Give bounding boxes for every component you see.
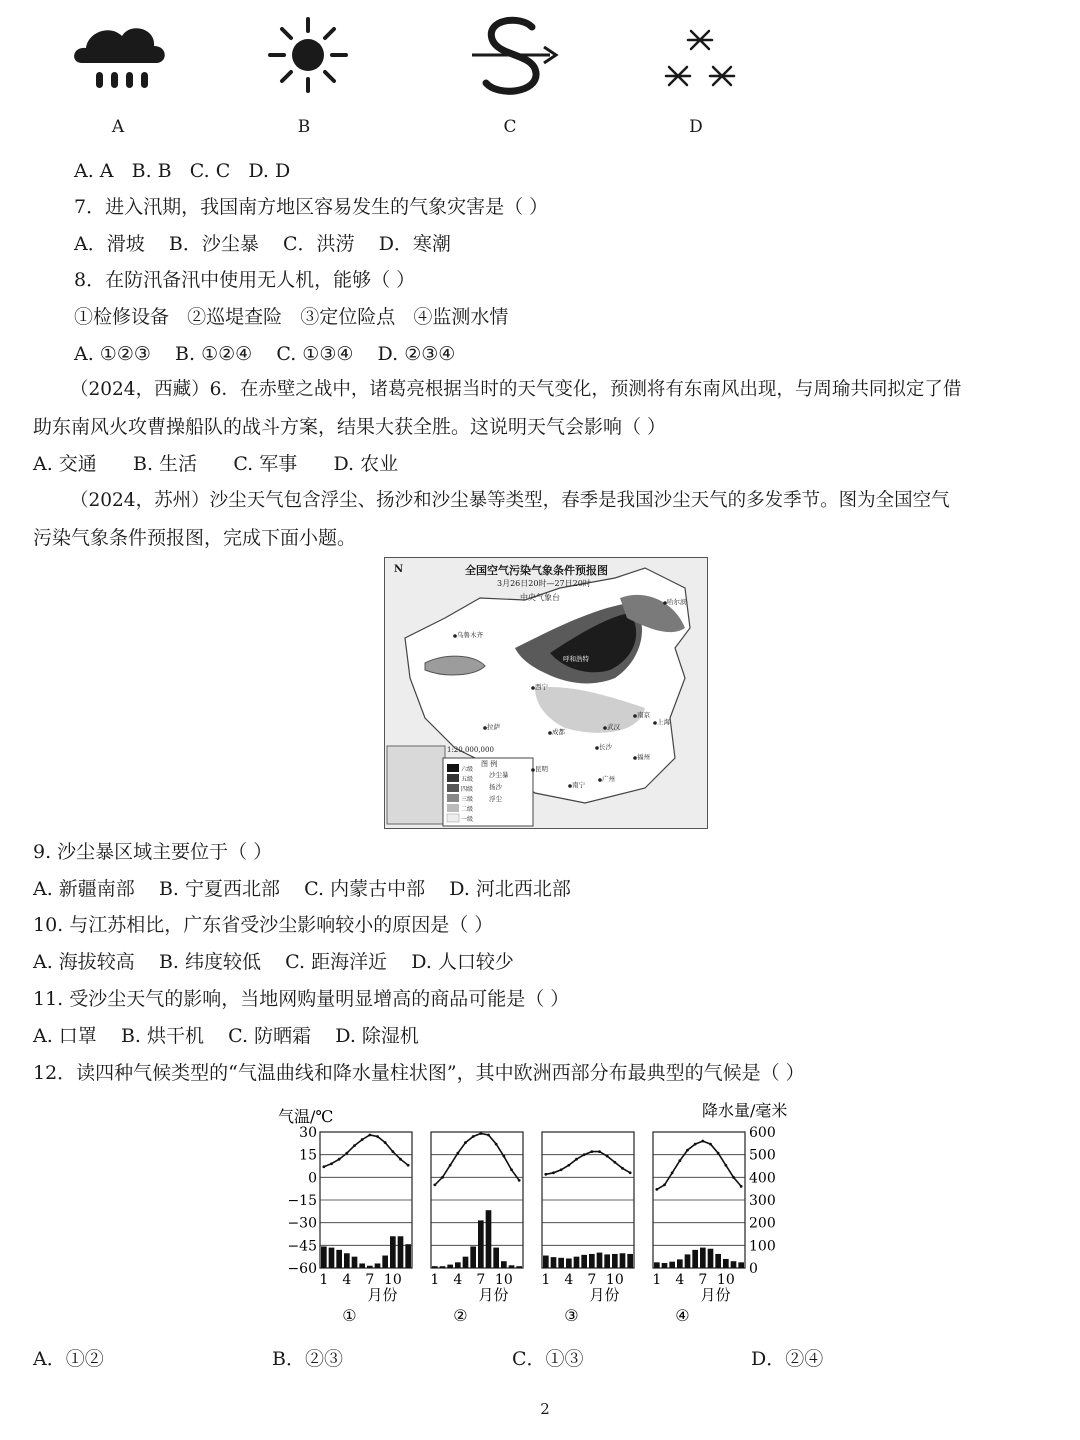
right-tick-label: 300 [749, 1193, 776, 1209]
map-place-3: 西宁 [535, 683, 548, 691]
temperature-point [655, 1188, 658, 1191]
temperature-point [487, 1134, 490, 1137]
temperature-point [399, 1158, 402, 1161]
temperature-point [441, 1176, 444, 1179]
temperature-point [472, 1135, 475, 1138]
temperature-point [464, 1141, 467, 1144]
map-place-14: 哈尔滨 [667, 598, 687, 606]
map-legend-level-3: 四级 [461, 786, 474, 793]
temperature-point [361, 1138, 364, 1141]
x-tick-label: 7 [476, 1272, 486, 1288]
q9-options: A. 新疆南部 B. 宁夏西北部 C. 内蒙古中部 D. 河北西北部 [33, 878, 571, 900]
temperature-point [384, 1141, 387, 1144]
x-axis-title: 月份 [589, 1286, 620, 1304]
temperature-point [629, 1171, 632, 1174]
temperature-point [407, 1164, 410, 1167]
map-scale: 1:20,000,000 [447, 746, 494, 754]
map-legend-sym-2: 扬沙 [489, 783, 502, 791]
temperature-point [575, 1158, 578, 1161]
temperature-point [701, 1140, 704, 1143]
x-tick-label: 4 [342, 1272, 352, 1288]
temperature-point [368, 1134, 371, 1137]
panel-label: ① [342, 1306, 357, 1325]
q8-stem: 8．在防汛备汛中使用无人机，能够（ ） [74, 269, 416, 291]
temperature-point [456, 1152, 459, 1155]
temperature-point [678, 1159, 681, 1162]
map-place-11: 南宁 [572, 781, 585, 789]
precip-bar [447, 1265, 453, 1268]
precip-bar [463, 1257, 469, 1268]
q11-options: A. 口罩 B. 烘干机 C. 防晒霜 D. 除湿机 [33, 1025, 419, 1047]
precip-bar [516, 1266, 522, 1268]
sun-icon [270, 19, 346, 91]
temperature-point [686, 1149, 689, 1152]
precip-bar [493, 1248, 499, 1268]
temperature-point [479, 1132, 482, 1135]
left-tick-label: 30 [299, 1125, 317, 1141]
x-axis-title: 月份 [478, 1286, 509, 1304]
sandstorm-icon [472, 20, 556, 91]
map-legend-sym-1: 沙尘暴 [489, 771, 509, 779]
map-place-10: 昆明 [535, 765, 548, 773]
temperature-point [345, 1152, 348, 1155]
right-tick-label: 100 [749, 1238, 776, 1255]
temperature-point [590, 1150, 593, 1153]
precip-bar [604, 1254, 610, 1268]
right-axis-title: 降水量/毫米 [702, 1101, 788, 1120]
precip-bar [509, 1265, 515, 1268]
q6a-options: A. A B. B C. C D. D [74, 160, 291, 182]
temperature-point [338, 1158, 341, 1161]
q12-option-b: B．②③ [272, 1348, 343, 1370]
q11-stem: 11. 受沙尘天气的影响，当地网购量明显增高的商品可能是（ ） [33, 988, 570, 1010]
precip-bar [692, 1250, 698, 1268]
map-legend-level-4: 三级 [461, 796, 474, 803]
page-number: 2 [540, 1400, 550, 1418]
weather-symbols [60, 10, 780, 140]
snow-icon [666, 31, 734, 85]
precip-bar [627, 1254, 633, 1268]
temperature-point [694, 1143, 697, 1146]
precip-bar [432, 1266, 438, 1268]
x-tick-label: 10 [494, 1272, 513, 1288]
precip-bar [620, 1253, 626, 1268]
temperature-point [671, 1171, 674, 1174]
map-place-7: 南京 [637, 711, 650, 719]
temperature-point [502, 1155, 505, 1158]
precip-bar [398, 1236, 404, 1268]
right-tick-label: 0 [749, 1261, 758, 1277]
precip-bar [708, 1249, 714, 1268]
x-axis-title: 月份 [367, 1286, 398, 1304]
air-pollution-map [384, 557, 708, 829]
left-tick-label: 0 [308, 1170, 317, 1187]
q12-option-c: C．①③ [512, 1348, 584, 1370]
precip-bar [455, 1262, 461, 1268]
temperature-point [510, 1168, 513, 1171]
temperature-point [717, 1152, 720, 1155]
q12-option-d: D．②④ [751, 1348, 824, 1370]
temperature-point [330, 1162, 333, 1165]
precip-bar [715, 1254, 721, 1268]
precip-bar [405, 1244, 411, 1268]
temperature-point [606, 1155, 609, 1158]
symbol-label-d: D [689, 117, 703, 137]
precip-bar [597, 1253, 603, 1268]
precip-bar [336, 1250, 342, 1268]
precip-bar [700, 1248, 706, 1268]
climate-charts [270, 1098, 820, 1330]
map-place-9: 长沙 [599, 743, 612, 751]
q6b-stem-line1: （2024，西藏）6．在赤壁之战中，诸葛亮根据当时的天气变化，预测将有东南风出现，与周瑜共同拟定了借 [70, 379, 962, 400]
q10-stem: 10. 与江苏相比，广东省受沙尘影响较小的原因是（ ） [33, 914, 494, 936]
q10-options: A. 海拔较高 B. 纬度较低 C. 距海洋近 D. 人口较少 [33, 951, 514, 973]
q6b-options: A. 交通 B. 生活 C. 军事 D. 农业 [33, 453, 399, 475]
precip-bar [501, 1261, 507, 1268]
q8-items: ①检修设备 ②巡堤查险 ③定位险点 ④监测水情 [74, 306, 509, 328]
temperature-point [391, 1150, 394, 1153]
left-tick-label: 15 [299, 1147, 317, 1164]
x-tick-label: 7 [587, 1272, 597, 1288]
map-place-2: 呼和浩特 [563, 655, 589, 663]
left-tick-label: −15 [287, 1193, 317, 1209]
q7-stem: 7．进入汛期，我国南方地区容易发生的气象灾害是（ ） [74, 196, 549, 218]
temperature-point [544, 1173, 547, 1176]
map-legend-level-1: 六级 [461, 766, 474, 773]
x-tick-label: 7 [365, 1272, 375, 1288]
x-tick-label: 10 [716, 1272, 735, 1288]
right-tick-label: 600 [749, 1125, 776, 1141]
precip-bar [390, 1236, 396, 1268]
temperature-point [353, 1144, 356, 1147]
map-legend-title: 图 例 [481, 760, 498, 768]
temperature-point [732, 1176, 735, 1179]
panel-label: ② [453, 1306, 468, 1325]
precip-bar [612, 1254, 618, 1268]
precip-bar [677, 1259, 683, 1268]
temperature-point [621, 1167, 624, 1170]
symbol-label-b: B [297, 117, 311, 137]
temperature-point [583, 1153, 586, 1156]
temperature-point [322, 1165, 325, 1168]
q6b-stem-line2: 助东南风火攻曹操船队的战斗方案，结果大获全胜。这说明天气会影响（ ） [33, 416, 667, 438]
map-title: 全国空气污染气象条件预报图 [465, 564, 608, 577]
precip-bar [344, 1253, 350, 1268]
map-place-1: 乌鲁木齐 [457, 631, 483, 639]
intro-line2: 污染气象条件预报图，完成下面小题。 [33, 527, 357, 549]
temperature-point [567, 1164, 570, 1167]
q12-stem: 12．读四种气候类型的“气温曲线和降水量柱状图”，其中欧洲西部分布最典型的气候是（ ） [33, 1062, 805, 1084]
x-tick-label: 1 [541, 1272, 551, 1288]
left-tick-label: −30 [287, 1215, 317, 1232]
precip-bar [321, 1246, 327, 1268]
panel-label: ④ [675, 1306, 690, 1325]
symbol-label-a: A [111, 117, 125, 137]
temperature-point [740, 1185, 743, 1188]
intro-line1: （2024，苏州）沙尘天气包含浮尘、扬沙和沙尘暴等类型，春季是我国沙尘天气的多发季节。图为全国空气 [70, 490, 950, 511]
temperature-point [560, 1168, 563, 1171]
precip-bar [470, 1246, 476, 1268]
precip-bar [486, 1210, 492, 1268]
x-axis-title: 月份 [700, 1286, 731, 1304]
precip-bar [478, 1220, 484, 1268]
rain-icon [74, 28, 165, 88]
map-legend-level-2: 五级 [461, 776, 474, 783]
x-tick-label: 7 [698, 1272, 708, 1288]
x-tick-label: 4 [453, 1272, 463, 1288]
precip-bar [589, 1254, 595, 1268]
right-tick-label: 200 [749, 1215, 776, 1232]
left-tick-label: −45 [287, 1238, 317, 1255]
map-legend-level-6: 一级 [461, 816, 474, 823]
precip-bar [558, 1258, 564, 1268]
left-axis-title: 气温/℃ [278, 1107, 334, 1126]
temperature-point [663, 1183, 666, 1186]
precip-bar [581, 1255, 587, 1268]
precip-bar [543, 1256, 549, 1268]
temperature-point [495, 1143, 498, 1146]
map-place-13: 福州 [637, 753, 650, 761]
precip-bar [574, 1257, 580, 1268]
map-north: N [394, 564, 404, 575]
precip-bar [375, 1263, 381, 1268]
precip-bar [731, 1261, 737, 1268]
precip-bar [662, 1263, 668, 1268]
x-tick-label: 1 [652, 1272, 662, 1288]
q9-stem: 9. 沙尘暴区域主要位于（ ） [33, 841, 273, 863]
q7-options: A．滑坡 B．沙尘暴 C．洪涝 D．寒潮 [74, 233, 451, 255]
precip-bar [440, 1266, 446, 1268]
precip-bar [382, 1256, 388, 1268]
precip-bar [329, 1248, 335, 1268]
x-tick-label: 10 [383, 1272, 402, 1288]
precip-bar [654, 1262, 660, 1268]
precip-bar [551, 1257, 557, 1268]
q8-options: A. ①②③ B. ①②④ C. ①③④ D. ②③④ [74, 343, 456, 365]
precip-bar [685, 1254, 691, 1268]
right-tick-label: 400 [749, 1170, 776, 1187]
precip-bar [359, 1263, 365, 1268]
map-source: 中央气象台 [520, 593, 560, 602]
precip-bar [367, 1266, 373, 1268]
map-place-6: 武汉 [607, 723, 620, 731]
left-tick-label: −60 [287, 1261, 317, 1277]
map-place-5: 成都 [552, 728, 565, 736]
precip-bar [738, 1262, 744, 1268]
x-tick-label: 4 [564, 1272, 574, 1288]
temperature-point [376, 1135, 379, 1138]
temperature-point [518, 1179, 521, 1182]
precip-bar [723, 1259, 729, 1268]
map-legend-sym-3: 浮尘 [489, 795, 502, 803]
temperature-point [598, 1150, 601, 1153]
x-tick-label: 1 [319, 1272, 329, 1288]
right-tick-label: 500 [749, 1147, 776, 1164]
temperature-point [552, 1171, 555, 1174]
temperature-point [724, 1164, 727, 1167]
symbol-label-c: C [503, 117, 517, 137]
precip-bar [352, 1257, 358, 1268]
temperature-point [613, 1161, 616, 1164]
q12-option-a: A．①② [33, 1348, 104, 1370]
temperature-point [709, 1143, 712, 1146]
map-place-12: 广州 [602, 775, 615, 783]
map-place-8: 上海 [657, 718, 670, 726]
map-place-4: 拉萨 [487, 723, 500, 731]
temperature-point [449, 1164, 452, 1167]
map-subtitle: 3月26日20时—27日20时 [497, 579, 591, 588]
panel-label: ③ [564, 1306, 579, 1325]
map-legend-level-5: 二级 [461, 806, 474, 813]
x-tick-label: 4 [675, 1272, 685, 1288]
x-tick-label: 1 [430, 1272, 440, 1288]
precip-bar [566, 1258, 572, 1268]
x-tick-label: 10 [605, 1272, 624, 1288]
precip-bar [669, 1262, 675, 1268]
temperature-point [433, 1183, 436, 1186]
